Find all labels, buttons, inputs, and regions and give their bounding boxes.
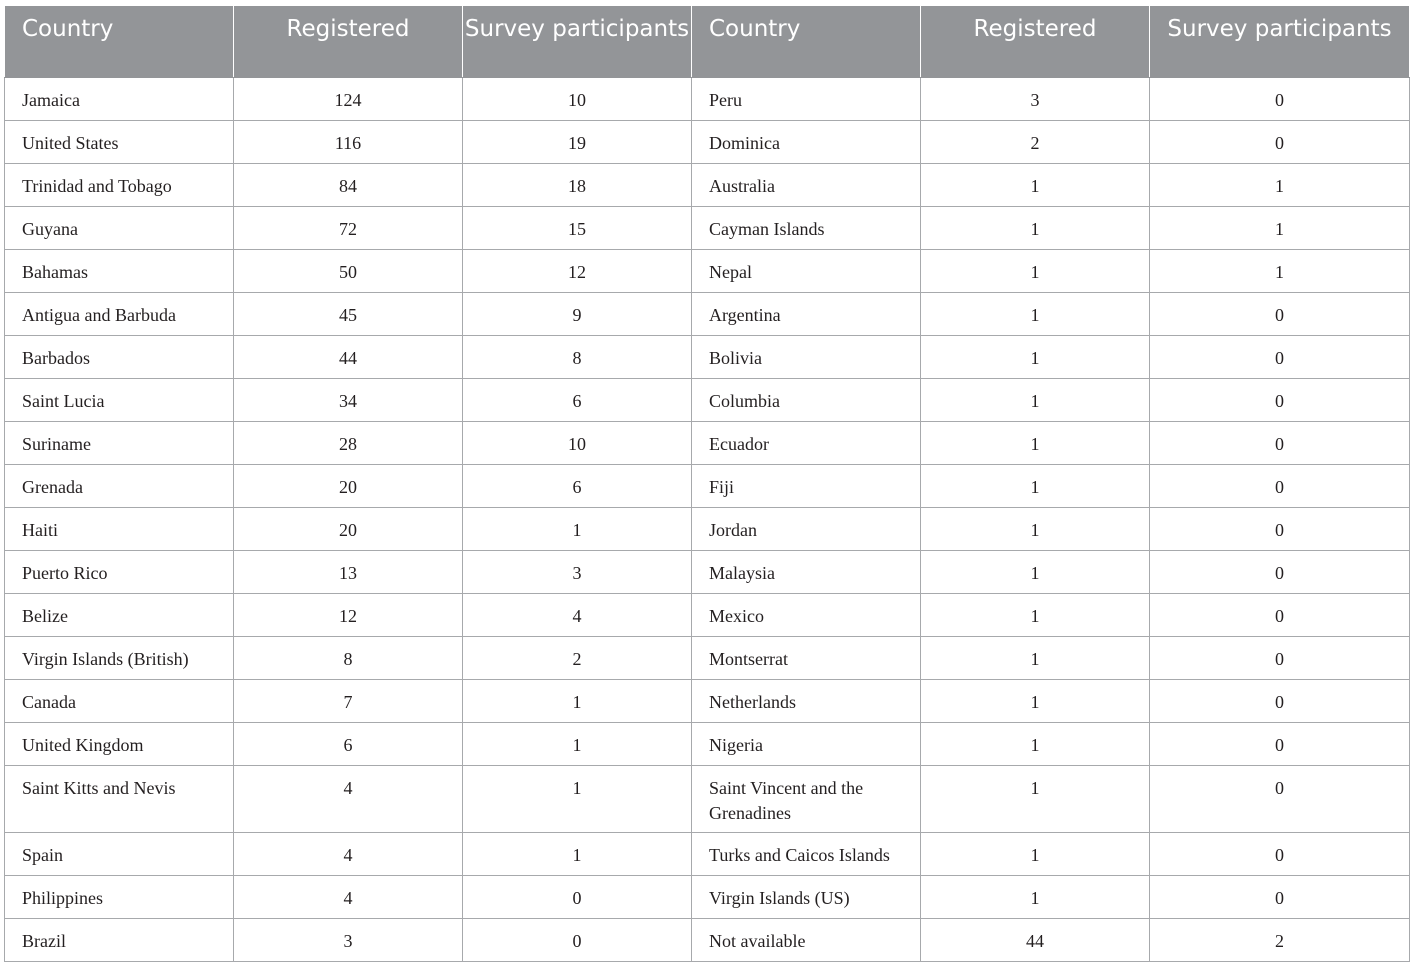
cell-text: 13: [339, 563, 357, 583]
cell-text: Bahamas: [22, 262, 88, 282]
cell-text: Nigeria: [709, 735, 763, 755]
cell-country-2: [692, 508, 921, 551]
cell-survey-participants-2: [1150, 833, 1410, 876]
cell-text: 1: [572, 845, 582, 865]
cell-text: 3: [572, 563, 582, 583]
cell-text: 1: [572, 520, 582, 540]
table-header: [5, 6, 1410, 78]
cell-text: 0: [1275, 133, 1284, 153]
cell-text: 1: [1030, 391, 1040, 411]
cell-text: 0: [1275, 434, 1284, 454]
cell-survey-participants-2: [1150, 919, 1410, 962]
cell-text: Not available: [709, 931, 806, 951]
cell-survey-participants-2: [1150, 766, 1410, 833]
cell-text: 1: [572, 778, 582, 798]
cell-text: Brazil: [22, 931, 66, 951]
cell-text: 2: [1275, 931, 1284, 951]
cell-country-2: [692, 293, 921, 336]
cell-text: 1: [1030, 348, 1040, 368]
cell-survey-participants: [463, 465, 692, 508]
cell-registered-2: [921, 766, 1150, 833]
cell-text: Australia: [709, 176, 775, 196]
cell-text: 124: [334, 90, 362, 110]
table-row: [5, 551, 1410, 594]
cell-survey-participants: [463, 723, 692, 766]
cell-registered: [234, 250, 463, 293]
cell-registered: [234, 379, 463, 422]
cell-text: 9: [572, 305, 582, 325]
cell-survey-participants: [463, 833, 692, 876]
table-row: [5, 876, 1410, 919]
cell-text: 0: [1275, 606, 1284, 626]
table-row: [5, 723, 1410, 766]
cell-text: 1: [1030, 778, 1040, 798]
cell-survey-participants: [463, 919, 692, 962]
cell-text: Dominica: [709, 133, 780, 153]
cell-registered: [234, 766, 463, 833]
cell-text: Antigua and Barbuda: [22, 305, 176, 325]
cell-survey-participants-2: [1150, 680, 1410, 723]
cell-survey-participants: [463, 876, 692, 919]
cell-country-2: [692, 680, 921, 723]
cell-text: 84: [339, 176, 357, 196]
cell-text: 4: [343, 845, 353, 865]
cell-country: [5, 465, 234, 508]
cell-country: [5, 876, 234, 919]
cell-text: 0: [1275, 305, 1284, 325]
cell-text: Virgin Islands (US): [709, 888, 850, 908]
cell-registered: [234, 876, 463, 919]
cell-text: 72: [339, 219, 357, 239]
cell-text: 0: [1275, 778, 1284, 798]
cell-text: 1: [1030, 563, 1040, 583]
cell-country: [5, 336, 234, 379]
cell-text: 44: [339, 348, 357, 368]
cell-text: Spain: [22, 845, 64, 865]
cell-survey-participants: [463, 594, 692, 637]
cell-survey-participants-2: [1150, 293, 1410, 336]
cell-survey-participants: [463, 78, 692, 121]
cell-text: 28: [339, 434, 357, 454]
cell-registered: [234, 293, 463, 336]
cell-registered-2: [921, 723, 1150, 766]
cell-registered-2: [921, 422, 1150, 465]
table-row: [5, 121, 1410, 164]
cell-text: 0: [1275, 649, 1284, 669]
cell-text: Netherlands: [709, 692, 796, 712]
cell-text: 6: [572, 391, 582, 411]
cell-registered-2: [921, 121, 1150, 164]
cell-registered-2: [921, 250, 1150, 293]
cell-text: 1: [1030, 434, 1040, 454]
cell-country-2: [692, 637, 921, 680]
cell-text: 0: [1275, 888, 1284, 908]
cell-text: Malaysia: [709, 563, 775, 583]
cell-country-2: [692, 336, 921, 379]
cell-registered: [234, 637, 463, 680]
cell-survey-participants-2: [1150, 336, 1410, 379]
cell-country: [5, 508, 234, 551]
cell-registered-2: [921, 379, 1150, 422]
cell-text: 1: [1030, 219, 1040, 239]
cell-country: [5, 207, 234, 250]
cell-survey-participants-2: [1150, 551, 1410, 594]
cell-text: 8: [343, 649, 353, 669]
cell-country: [5, 164, 234, 207]
cell-registered: [234, 121, 463, 164]
cell-survey-participants: [463, 121, 692, 164]
cell-registered: [234, 723, 463, 766]
cell-country-2: [692, 919, 921, 962]
cell-text: 1: [1030, 262, 1040, 282]
cell-country: [5, 833, 234, 876]
cell-text: 1: [572, 735, 582, 755]
table-row: [5, 293, 1410, 336]
table-row: [5, 164, 1410, 207]
cell-survey-participants-2: [1150, 637, 1410, 680]
cell-registered-2: [921, 293, 1150, 336]
table-body: [5, 78, 1410, 962]
table-row: [5, 680, 1410, 723]
cell-text: Puerto Rico: [22, 563, 108, 583]
table-row: [5, 637, 1410, 680]
cell-text: 2: [1030, 133, 1040, 153]
cell-text: 0: [1275, 563, 1284, 583]
cell-text: 1: [1275, 262, 1284, 282]
cell-text: Jordan: [709, 520, 757, 540]
cell-text: 20: [339, 477, 357, 497]
cell-country: [5, 78, 234, 121]
cell-survey-participants-2: [1150, 465, 1410, 508]
table-row: [5, 766, 1410, 833]
cell-survey-participants: [463, 422, 692, 465]
cell-text: Haiti: [22, 520, 58, 540]
cell-text: 34: [339, 391, 357, 411]
cell-text: 10: [568, 434, 586, 454]
cell-registered: [234, 336, 463, 379]
cell-country-2: [692, 379, 921, 422]
cell-survey-participants-2: [1150, 379, 1410, 422]
cell-country: [5, 723, 234, 766]
cell-registered-2: [921, 508, 1150, 551]
cell-registered: [234, 465, 463, 508]
cell-country-2: [692, 121, 921, 164]
cell-survey-participants-2: [1150, 723, 1410, 766]
data-table-container: [4, 5, 1409, 962]
cell-registered-2: [921, 78, 1150, 121]
cell-text: 0: [1275, 391, 1284, 411]
cell-country-2: [692, 594, 921, 637]
cell-registered-2: [921, 680, 1150, 723]
cell-text: 1: [1030, 649, 1040, 669]
cell-text: 45: [339, 305, 357, 325]
cell-country-2: [692, 465, 921, 508]
cell-text: Saint Lucia: [22, 391, 105, 411]
cell-text: 0: [572, 888, 582, 908]
header-row: [5, 6, 1410, 78]
cell-text: Philippines: [22, 888, 104, 908]
cell-country: [5, 379, 234, 422]
cell-text: 4: [343, 888, 353, 908]
table-row: [5, 78, 1410, 121]
cell-registered: [234, 919, 463, 962]
cell-text: 1: [1030, 735, 1040, 755]
cell-text: United States: [22, 133, 119, 153]
cell-country: [5, 121, 234, 164]
cell-registered-2: [921, 551, 1150, 594]
cell-text: Peru: [709, 90, 742, 110]
cell-text: Belize: [22, 606, 68, 626]
cell-registered-2: [921, 207, 1150, 250]
cell-text: 0: [1275, 692, 1284, 712]
cell-text: 2: [572, 649, 582, 669]
cell-registered-2: [921, 465, 1150, 508]
table-row: [5, 379, 1410, 422]
cell-survey-participants-2: [1150, 164, 1410, 207]
cell-survey-participants-2: [1150, 876, 1410, 919]
cell-text: Saint Kitts and Nevis: [22, 778, 176, 798]
cell-text: 1: [1030, 606, 1040, 626]
cell-survey-participants: [463, 250, 692, 293]
cell-text: Cayman Islands: [709, 219, 825, 239]
cell-text: Mexico: [709, 606, 764, 626]
cell-survey-participants: [463, 508, 692, 551]
cell-text: 1: [1275, 176, 1284, 196]
cell-text: 20: [339, 520, 357, 540]
cell-registered: [234, 508, 463, 551]
cell-survey-participants-2: [1150, 121, 1410, 164]
cell-text: 0: [1275, 735, 1284, 755]
header-country-2: Country: [692, 6, 921, 78]
cell-text: Bolivia: [709, 348, 762, 368]
cell-text: Grenada: [22, 477, 83, 497]
cell-country-2: [692, 207, 921, 250]
cell-survey-participants: [463, 164, 692, 207]
cell-text: 44: [1026, 931, 1044, 951]
cell-text: Jamaica: [22, 90, 80, 110]
cell-text: 6: [343, 735, 353, 755]
cell-text: Turks and Caicos Islands: [709, 845, 890, 865]
cell-text: 1: [572, 692, 582, 712]
cell-text: 0: [1275, 477, 1284, 497]
cell-survey-participants: [463, 293, 692, 336]
cell-country-2: [692, 78, 921, 121]
cell-survey-participants-2: [1150, 422, 1410, 465]
cell-text: 8: [572, 348, 582, 368]
cell-text: Saint Vincent and the Grenadines: [709, 778, 864, 823]
table-row: [5, 422, 1410, 465]
cell-text: 3: [343, 931, 353, 951]
country-participants-table: [4, 5, 1410, 962]
cell-country-2: [692, 551, 921, 594]
cell-country-2: [692, 876, 921, 919]
header-registered-2: Registered: [921, 6, 1150, 78]
cell-text: 18: [568, 176, 586, 196]
cell-country: [5, 551, 234, 594]
cell-text: Barbados: [22, 348, 90, 368]
cell-text: Trinidad and Tobago: [22, 176, 172, 196]
cell-country: [5, 293, 234, 336]
table-row: [5, 833, 1410, 876]
cell-text: 1: [1030, 477, 1040, 497]
cell-text: 0: [572, 931, 582, 951]
cell-registered-2: [921, 876, 1150, 919]
cell-text: 1: [1030, 692, 1040, 712]
cell-survey-participants: [463, 551, 692, 594]
header-country: Country: [5, 6, 234, 78]
cell-registered: [234, 164, 463, 207]
table-row: [5, 207, 1410, 250]
header-survey-participants-2: Survey participants: [1150, 6, 1410, 78]
cell-text: 1: [1030, 305, 1040, 325]
cell-text: Virgin Islands (British): [22, 649, 189, 669]
cell-text: United Kingdom: [22, 735, 144, 755]
cell-text: 50: [339, 262, 357, 282]
cell-text: 1: [1275, 219, 1284, 239]
cell-text: 0: [1275, 845, 1284, 865]
cell-survey-participants: [463, 379, 692, 422]
cell-registered: [234, 551, 463, 594]
cell-registered: [234, 422, 463, 465]
cell-text: Fiji: [709, 477, 735, 497]
cell-text: 12: [339, 606, 357, 626]
cell-survey-participants-2: [1150, 594, 1410, 637]
cell-text: 0: [1275, 90, 1284, 110]
cell-text: 4: [572, 606, 582, 626]
cell-country-2: [692, 833, 921, 876]
cell-survey-participants-2: [1150, 207, 1410, 250]
cell-registered-2: [921, 833, 1150, 876]
cell-text: 1: [1030, 176, 1040, 196]
cell-text: Argentina: [709, 305, 781, 325]
cell-text: 1: [1030, 888, 1040, 908]
cell-registered: [234, 78, 463, 121]
cell-survey-participants-2: [1150, 508, 1410, 551]
cell-survey-participants: [463, 336, 692, 379]
cell-text: 0: [1275, 348, 1284, 368]
cell-survey-participants-2: [1150, 78, 1410, 121]
cell-text: 4: [343, 778, 353, 798]
table-row: [5, 919, 1410, 962]
cell-text: 15: [568, 219, 586, 239]
cell-survey-participants: [463, 637, 692, 680]
cell-survey-participants-2: [1150, 250, 1410, 293]
header-registered: Registered: [234, 6, 463, 78]
cell-country: [5, 250, 234, 293]
cell-text: Suriname: [22, 434, 91, 454]
cell-survey-participants: [463, 766, 692, 833]
cell-text: 6: [572, 477, 582, 497]
cell-text: Ecuador: [709, 434, 769, 454]
cell-text: Nepal: [709, 262, 752, 282]
cell-text: 116: [334, 133, 362, 153]
table-row: [5, 594, 1410, 637]
cell-text: 10: [568, 90, 586, 110]
cell-text: 1: [1030, 845, 1040, 865]
cell-registered-2: [921, 637, 1150, 680]
table-row: [5, 336, 1410, 379]
cell-country-2: [692, 250, 921, 293]
cell-text: 3: [1030, 90, 1040, 110]
cell-text: 0: [1275, 520, 1284, 540]
cell-text: 19: [568, 133, 586, 153]
cell-text: Columbia: [709, 391, 780, 411]
cell-survey-participants: [463, 680, 692, 723]
cell-registered: [234, 833, 463, 876]
cell-registered-2: [921, 594, 1150, 637]
header-survey-participants: Survey participants: [463, 6, 692, 78]
cell-country-2: [692, 164, 921, 207]
cell-text: 7: [343, 692, 353, 712]
cell-registered: [234, 594, 463, 637]
table-row: [5, 250, 1410, 293]
cell-registered: [234, 680, 463, 723]
cell-text: Canada: [22, 692, 76, 712]
cell-registered-2: [921, 336, 1150, 379]
table-row: [5, 508, 1410, 551]
cell-country: [5, 766, 234, 833]
cell-country-2: [692, 422, 921, 465]
cell-text: Montserrat: [709, 649, 788, 669]
cell-text: Guyana: [22, 219, 78, 239]
cell-country: [5, 637, 234, 680]
cell-country: [5, 422, 234, 465]
cell-country: [5, 919, 234, 962]
cell-country-2: [692, 766, 921, 833]
cell-registered-2: [921, 164, 1150, 207]
table-row: [5, 465, 1410, 508]
cell-survey-participants: [463, 207, 692, 250]
cell-country: [5, 680, 234, 723]
cell-registered-2: [921, 919, 1150, 962]
cell-text: 12: [568, 262, 586, 282]
cell-country: [5, 594, 234, 637]
cell-registered: [234, 207, 463, 250]
cell-country-2: [692, 723, 921, 766]
cell-text: 1: [1030, 520, 1040, 540]
